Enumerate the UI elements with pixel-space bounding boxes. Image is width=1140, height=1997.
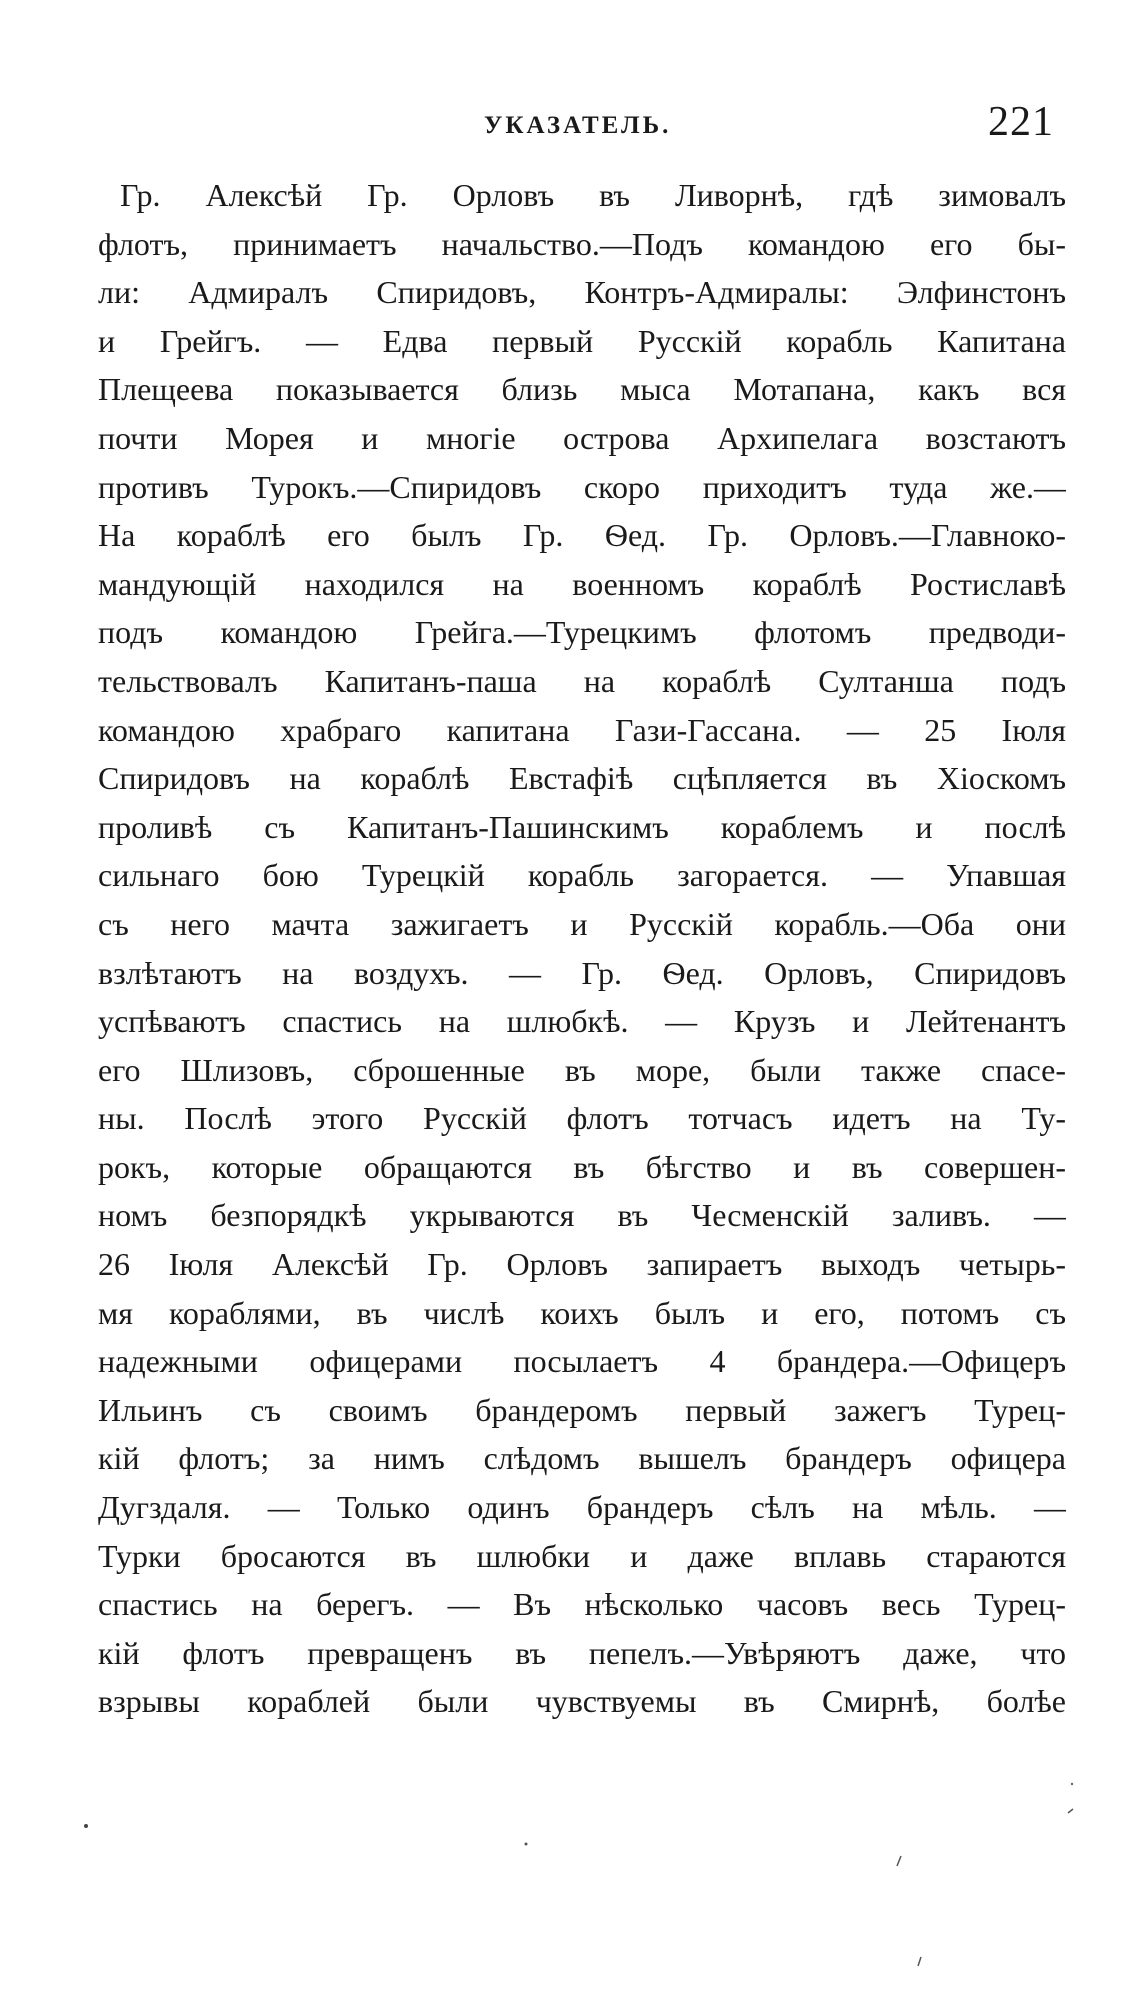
text-line: Турки бросаются въ шлюбки и даже вплавь стараются — [98, 1537, 1066, 1574]
speck — [897, 1856, 901, 1866]
text-line: мя кораблями, въ числѣ коихъ былъ и его, потомъ съ — [98, 1294, 1066, 1331]
text-line: подъ командою Грейга.—Турецкимъ флотомъ предводи- — [98, 614, 1066, 651]
text-line: командою храбраго капитана Гази-Гассана. — 25 Іюля — [98, 711, 1066, 748]
text-line: кій флотъ; за нимъ слѣдомъ вышелъ брандеръ офицера — [98, 1440, 1066, 1477]
text-line: почти Морея и многіе острова Архипелага возстаютъ — [98, 419, 1066, 456]
speck — [84, 1824, 88, 1828]
text-line: проливѣ съ Капитанъ-Пашинскимъ кораблемъ и послѣ — [98, 808, 1066, 845]
text-line: номъ безпорядкѣ укрываются въ Чесменскій заливъ. — — [98, 1197, 1066, 1234]
text-line: Плещеева показывается близь мыса Мотапана, какъ вся — [98, 371, 1066, 408]
text-line: надежными офицерами посылаетъ 4 брандера.—Офицеръ — [98, 1343, 1066, 1380]
text-line: ли: Адмиралъ Спиридовъ, Контръ-Адмиралы: Элфинстонъ — [98, 274, 1066, 311]
text-line: ны. Послѣ этого Русскій флотъ тотчасъ идетъ на Ту- — [98, 1100, 1066, 1137]
text-line: Спиридовъ на кораблѣ Евстафіѣ сцѣпляется въ Хіоскомъ — [98, 760, 1066, 797]
page-number: 221 — [988, 99, 1054, 145]
text-line: мандующій находился на военномъ кораблѣ Ростиславѣ — [98, 565, 1066, 602]
text-line: кій флотъ превращенъ въ пепелъ.—Увѣряютъ даже, что — [98, 1634, 1066, 1671]
text-line: тельствовалъ Капитанъ-паша на кораблѣ Султанша подъ — [98, 662, 1066, 699]
text-line: спастись на берегъ. — Въ нѣсколько часовъ весь Турец- — [98, 1586, 1066, 1623]
speck — [525, 1843, 528, 1846]
text-line: флотъ, принимаетъ начальство.—Подъ командою его бы- — [98, 225, 1066, 262]
text-line: съ него мачта зажигаетъ и Русскій корабль.—Оба они — [98, 905, 1066, 942]
text-line: 26 Іюля Алексѣй Гр. Орловъ запираетъ выходъ четырь- — [98, 1246, 1066, 1283]
text-line: противъ Турокъ.—Спиридовъ скоро приходитъ туда же.— — [98, 468, 1066, 505]
running-title: УКАЗАТЕЛЬ. — [484, 112, 672, 139]
speck — [1068, 1809, 1073, 1813]
text-line: и Грейгъ. — Едва первый Русскій корабль Капитана — [98, 322, 1066, 359]
text-line: сильнаго бою Турецкій корабль загорается. — Упавшая — [98, 857, 1066, 894]
text-line: рокъ, которые обращаются въ бѣгство и въ совершен- — [98, 1148, 1066, 1185]
text-line: успѣваютъ спастись на шлюбкѣ. — Крузъ и Лейтенантъ — [98, 1003, 1066, 1040]
text-line: взрывы кораблей были чувствуемы въ Смирнѣ, болѣе — [98, 1683, 1066, 1720]
speck — [918, 1957, 921, 1966]
text-line: его Шлизовъ, сброшенные въ море, были также спасе- — [98, 1051, 1066, 1088]
text-line: взлѣтаютъ на воздухъ. — Гр. Ѳед. Орловъ, Спиридовъ — [98, 954, 1066, 991]
text-line: На кораблѣ его былъ Гр. Ѳед. Гр. Орловъ.—Главноко- — [98, 517, 1066, 554]
text-line: Ильинъ съ своимъ брандеромъ первый зажегъ Турец- — [98, 1391, 1066, 1428]
text-line: Гр. Алексѣй Гр. Орловъ въ Ливорнѣ, гдѣ зимовалъ — [120, 177, 1066, 213]
body-text — [98, 171, 1066, 1726]
speck — [1071, 1783, 1073, 1785]
running-header — [98, 98, 1066, 158]
text-line: Дугздаля. — Только одинъ брандеръ сѣлъ на мѣль. — — [98, 1489, 1066, 1526]
